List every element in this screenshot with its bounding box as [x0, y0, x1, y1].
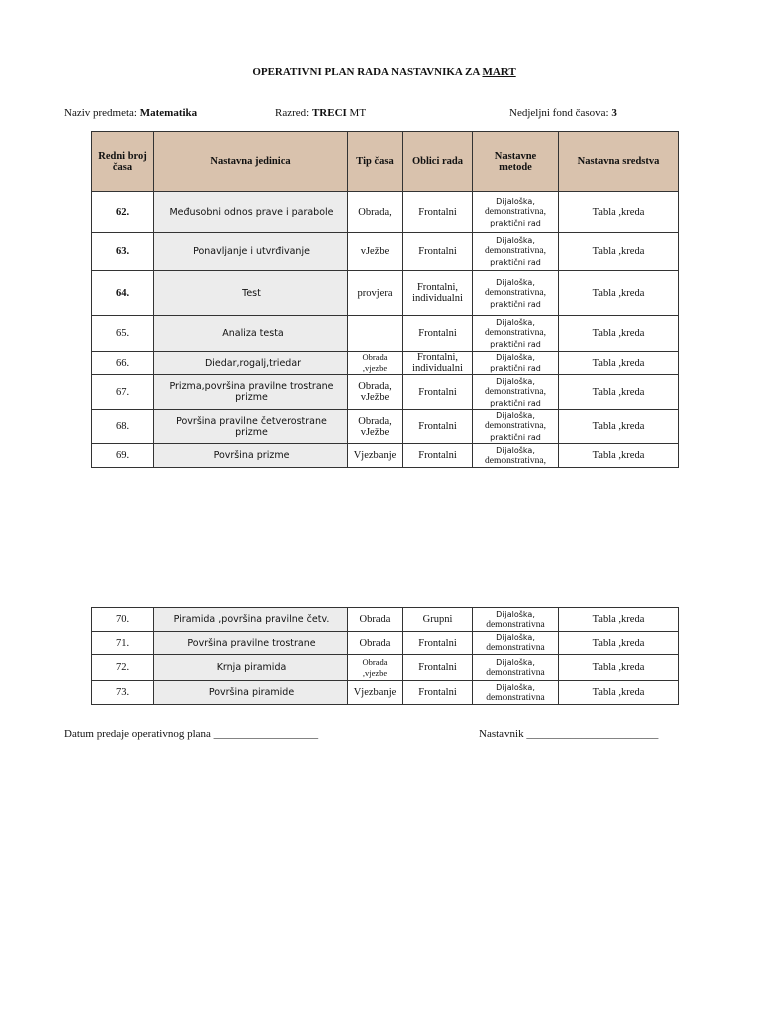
- table-row: [92, 410, 679, 444]
- header-cell: Nastavne metode: [473, 132, 559, 192]
- teaching-methods: [473, 632, 559, 655]
- teaching-means: Tabla ,kreda: [559, 410, 679, 444]
- lesson-type: Obrada ,vjezbe: [348, 352, 403, 375]
- lesson-type: Obrada, vJežbe: [348, 375, 403, 410]
- submission-date-field: Datum predaje operativnog plana ___________________: [64, 728, 319, 740]
- method-line: demonstrativna,: [485, 421, 546, 431]
- work-form: Frontalni: [403, 632, 473, 655]
- lesson-type: provjera: [348, 271, 403, 316]
- header-cell: Nastavna jedinica: [154, 132, 348, 192]
- work-form: Grupni: [403, 608, 473, 632]
- lesson-type: Obrada, vJežbe: [348, 410, 403, 444]
- method-line: Dijaloška,: [496, 376, 535, 386]
- lesson-number: 68.: [92, 410, 154, 444]
- method-line: Dijaloška,: [496, 411, 535, 420]
- teaching-methods: [473, 655, 559, 681]
- header-cell: Nastavna sredstva: [559, 132, 679, 192]
- table-row: [92, 316, 679, 352]
- work-form: Frontalni: [403, 233, 473, 271]
- table-row: [92, 632, 679, 655]
- method-line: demonstrativna: [486, 643, 545, 653]
- method-line: Dijaloška,: [496, 277, 535, 287]
- teacher-signature-field: Nastavnik ________________________: [479, 728, 659, 740]
- method-line: Dijaloška,: [496, 236, 535, 245]
- lesson-number: 67.: [92, 375, 154, 410]
- method-line: praktični rad: [490, 398, 541, 408]
- lesson-type: Vjezbanje: [348, 681, 403, 705]
- teaching-means: Tabla ,kreda: [559, 608, 679, 632]
- work-form: Frontalni: [403, 681, 473, 705]
- teaching-means: Tabla ,kreda: [559, 655, 679, 681]
- work-form: Frontalni: [403, 655, 473, 681]
- lesson-number: 71.: [92, 632, 154, 655]
- method-line: Dijaloška,: [496, 609, 535, 619]
- lesson-type: Obrada,: [348, 192, 403, 233]
- method-line: demonstrativna,: [485, 386, 546, 397]
- lesson-type: [348, 316, 403, 352]
- lesson-topic: Površina pravilne trostrane: [154, 632, 348, 655]
- work-form: Frontalni: [403, 192, 473, 233]
- lesson-topic: Krnja piramida: [154, 655, 348, 681]
- teaching-means: Tabla ,kreda: [559, 681, 679, 705]
- teaching-means: Tabla ,kreda: [559, 233, 679, 271]
- teaching-means: Tabla ,kreda: [559, 375, 679, 410]
- teaching-methods: [473, 608, 559, 632]
- lesson-number: 62.: [92, 192, 154, 233]
- table-row: [92, 608, 679, 632]
- weekly-hours-field: Nedjeljni fond časova: 3: [509, 107, 617, 119]
- lesson-number: 66.: [92, 352, 154, 375]
- lesson-number: 73.: [92, 681, 154, 705]
- lesson-topic: Diedar,rogalj,triedar: [154, 352, 348, 375]
- table-row: [92, 681, 679, 705]
- method-line: praktični rad: [490, 218, 541, 228]
- teaching-means: Tabla ,kreda: [559, 192, 679, 233]
- method-line: demonstrativna,: [485, 328, 546, 338]
- teaching-methods: [473, 410, 559, 444]
- teaching-means: Tabla ,kreda: [559, 632, 679, 655]
- teaching-methods: [473, 192, 559, 233]
- work-form: Frontalni: [403, 375, 473, 410]
- method-line: demonstrativna,: [485, 455, 546, 466]
- teaching-means: Tabla ,kreda: [559, 444, 679, 468]
- plan-table: [91, 131, 679, 468]
- lesson-topic: Međusobni odnos prave i parabole: [154, 192, 348, 233]
- work-form: Frontalni, individualni: [403, 352, 473, 375]
- header-cell: Oblici rada: [403, 132, 473, 192]
- work-form: Frontalni: [403, 444, 473, 468]
- method-line: praktični rad: [490, 433, 541, 442]
- table-header-row: [92, 132, 679, 192]
- lesson-number: 64.: [92, 271, 154, 316]
- lesson-type: Obrada: [348, 632, 403, 655]
- work-form: Frontalni, individualni: [403, 271, 473, 316]
- title-month: MART: [482, 66, 516, 78]
- lesson-number: 63.: [92, 233, 154, 271]
- teaching-methods: [473, 681, 559, 705]
- teaching-methods: [473, 375, 559, 410]
- lesson-number: 72.: [92, 655, 154, 681]
- lesson-number: 65.: [92, 316, 154, 352]
- table-row: [92, 655, 679, 681]
- method-line: demonstrativna,: [485, 246, 546, 256]
- lesson-type: vJežbe: [348, 233, 403, 271]
- teaching-means: Tabla ,kreda: [559, 271, 679, 316]
- lesson-topic: Površina piramide: [154, 681, 348, 705]
- work-form: Frontalni: [403, 410, 473, 444]
- teaching-methods: [473, 352, 559, 375]
- table-row: [92, 375, 679, 410]
- lesson-number: 70.: [92, 608, 154, 632]
- teaching-means: Tabla ,kreda: [559, 316, 679, 352]
- lesson-topic: Prizma,površina pravilne trostrane prizme: [154, 375, 348, 410]
- method-line: demonstrativna: [486, 667, 545, 678]
- method-line: demonstrativna: [486, 692, 545, 703]
- table-row: [92, 271, 679, 316]
- method-line: praktični rad: [490, 340, 541, 349]
- method-line: praktični rad: [490, 364, 541, 373]
- lesson-type: Obrada ,vjezbe: [348, 655, 403, 681]
- table-row: [92, 192, 679, 233]
- method-line: Dijaloška,: [496, 353, 535, 362]
- work-form: Frontalni: [403, 316, 473, 352]
- method-line: praktični rad: [490, 258, 541, 267]
- table-row: [92, 233, 679, 271]
- teaching-methods: [473, 271, 559, 316]
- teaching-methods: [473, 444, 559, 468]
- method-line: demonstrativna: [486, 619, 545, 630]
- method-line: Dijaloška,: [496, 657, 535, 667]
- header-cell: Tip časa: [348, 132, 403, 192]
- lesson-topic: Test: [154, 271, 348, 316]
- method-line: praktični rad: [490, 299, 541, 309]
- subject-field: Naziv predmeta: Matematika: [64, 107, 198, 119]
- lesson-topic: Ponavljanje i utvrđivanje: [154, 233, 348, 271]
- method-line: Dijaloška,: [496, 682, 535, 692]
- lesson-topic: Površina pravilne četverostrane prizme: [154, 410, 348, 444]
- method-line: Dijaloška,: [496, 196, 535, 206]
- table-row: [92, 444, 679, 468]
- method-line: Dijaloška,: [496, 445, 535, 455]
- document-title: OPERATIVNI PLAN RADA NASTAVNIKA ZA MART: [252, 66, 516, 78]
- lesson-type: Vjezbanje: [348, 444, 403, 468]
- teaching-methods: [473, 316, 559, 352]
- teaching-methods: [473, 233, 559, 271]
- lesson-number: 69.: [92, 444, 154, 468]
- method-line: demonstrativna,: [485, 287, 546, 298]
- method-line: demonstrativna,: [485, 206, 546, 217]
- header-cell: Redni broj časa: [92, 132, 154, 192]
- method-line: Dijaloška,: [496, 633, 535, 642]
- lesson-topic: Površina prizme: [154, 444, 348, 468]
- grade-field: Razred: TRECI MT: [275, 107, 367, 119]
- lesson-type: Obrada: [348, 608, 403, 632]
- method-line: Dijaloška,: [496, 318, 535, 327]
- lesson-topic: Analiza testa: [154, 316, 348, 352]
- lesson-topic: Piramida ,površina pravilne četv.: [154, 608, 348, 632]
- table-row: [92, 352, 679, 375]
- teaching-means: Tabla ,kreda: [559, 352, 679, 375]
- plan-table-continued: [91, 607, 679, 705]
